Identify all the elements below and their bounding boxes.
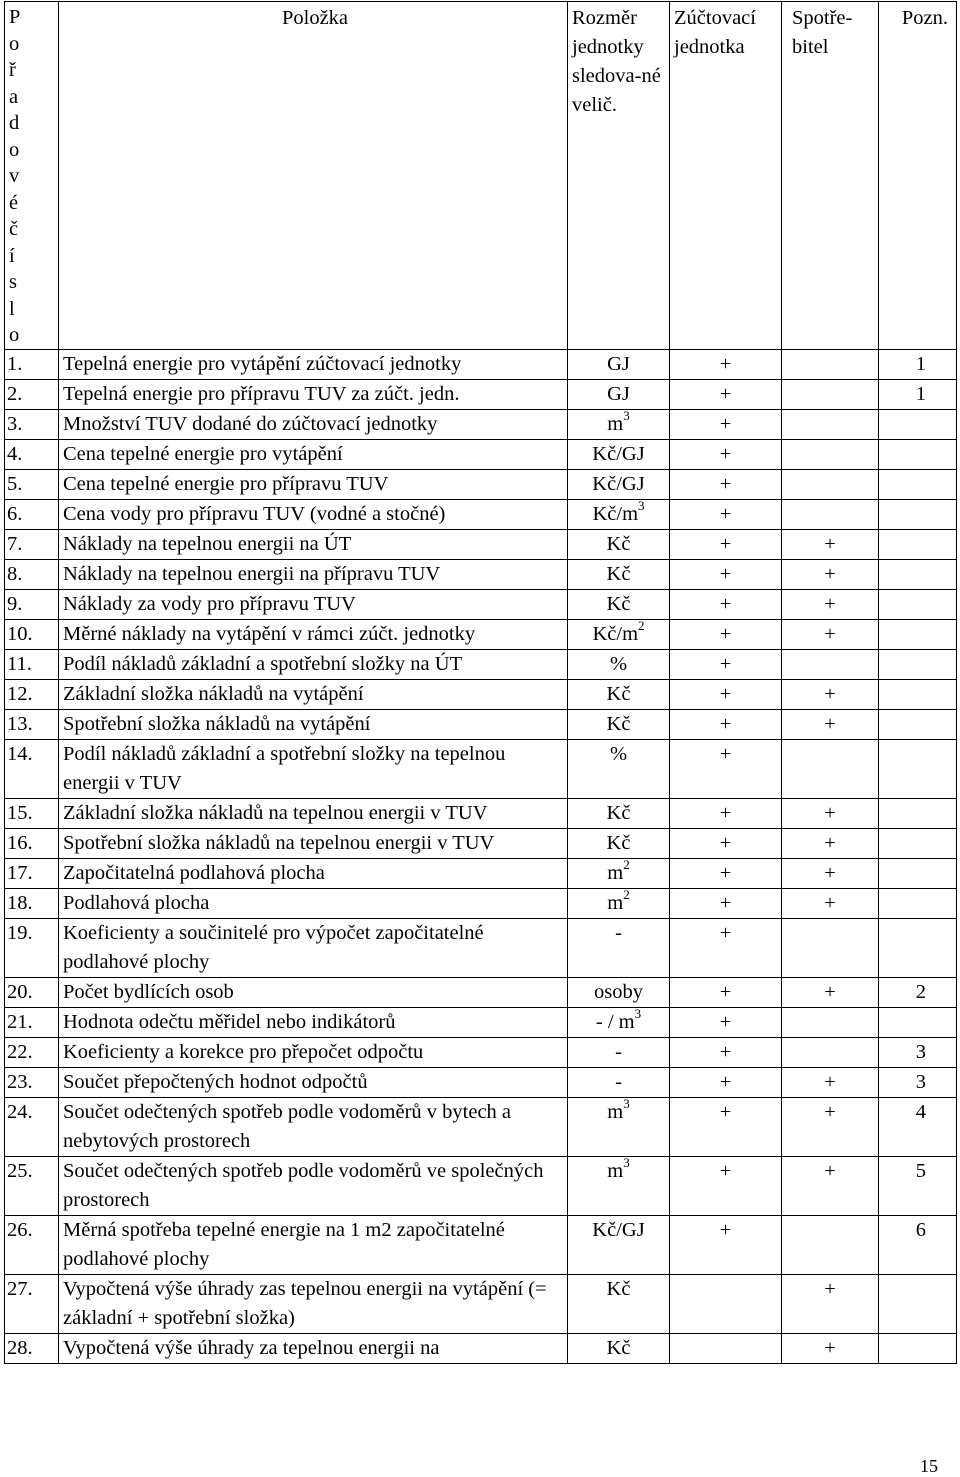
row-item: Vypočtená výše úhrady za tepelnou energii na <box>59 1333 568 1363</box>
row-dimension-value: - <box>615 1070 622 1093</box>
row-accounting-unit: + <box>670 379 782 409</box>
row-accounting-unit: + <box>670 589 782 619</box>
row-dimension-value: m <box>607 891 624 914</box>
row-number: 4. <box>5 439 59 469</box>
row-dimension <box>568 798 670 828</box>
table-row <box>5 679 957 709</box>
row-dimension <box>568 499 670 529</box>
header-accounting-unit: Zúčtovací jednotka <box>670 2 782 350</box>
header-order-letter: í <box>9 244 15 267</box>
row-dimension <box>568 469 670 499</box>
row-item: Podíl nákladů základní a spotřební složky na ÚT <box>59 649 568 679</box>
row-dimension-exponent: 3 <box>623 1095 630 1111</box>
row-dimension-value: Kč <box>606 532 631 555</box>
row-dimension <box>568 1067 670 1097</box>
table-row <box>5 1067 957 1097</box>
row-accounting-unit <box>670 1333 782 1363</box>
row-dimension <box>568 918 670 977</box>
row-consumer <box>782 918 879 977</box>
row-note: 1 <box>879 349 957 379</box>
table-row <box>5 828 957 858</box>
row-dimension <box>568 349 670 379</box>
row-number: 7. <box>5 529 59 559</box>
row-note <box>879 589 957 619</box>
row-consumer: + <box>782 858 879 888</box>
table-row <box>5 1007 957 1037</box>
row-number: 9. <box>5 589 59 619</box>
row-note <box>879 1333 957 1363</box>
row-item: Počet bydlících osob <box>59 977 568 1007</box>
table-row <box>5 589 957 619</box>
row-dimension <box>568 379 670 409</box>
row-number: 16. <box>5 828 59 858</box>
row-dimension-value: Kč/m <box>592 502 639 525</box>
row-number: 13. <box>5 709 59 739</box>
row-note <box>879 798 957 828</box>
table-row <box>5 739 957 798</box>
row-consumer: + <box>782 1067 879 1097</box>
table-row <box>5 559 957 589</box>
row-accounting-unit: + <box>670 1067 782 1097</box>
row-accounting-unit: + <box>670 977 782 1007</box>
row-dimension-value: GJ <box>607 352 630 375</box>
row-consumer: + <box>782 1097 879 1156</box>
header-consumer: Spotře-bitel <box>782 2 879 350</box>
row-note <box>879 559 957 589</box>
row-number: 10. <box>5 619 59 649</box>
header-order-letter: o <box>9 138 20 161</box>
row-note <box>879 499 957 529</box>
row-item: Měrné náklady na vytápění v rámci zúčt. jednotky <box>59 619 568 649</box>
row-item: Součet odečtených spotřeb podle vodoměrů v bytech a nebytových prostorech <box>59 1097 568 1156</box>
row-accounting-unit: + <box>670 529 782 559</box>
header-order-letter: l <box>9 297 15 320</box>
row-accounting-unit: + <box>670 1037 782 1067</box>
row-dimension <box>568 977 670 1007</box>
row-note <box>879 529 957 559</box>
row-consumer: + <box>782 1156 879 1215</box>
row-number: 27. <box>5 1274 59 1333</box>
row-accounting-unit: + <box>670 709 782 739</box>
row-dimension <box>568 529 670 559</box>
row-consumer: + <box>782 1333 879 1363</box>
row-accounting-unit: + <box>670 439 782 469</box>
row-dimension <box>568 649 670 679</box>
row-dimension-exponent: 3 <box>634 1005 642 1021</box>
row-number: 19. <box>5 918 59 977</box>
row-accounting-unit: + <box>670 888 782 918</box>
row-dimension-exponent: 2 <box>623 886 630 902</box>
row-number: 22. <box>5 1037 59 1067</box>
row-dimension <box>568 1215 670 1274</box>
header-order-letter: č <box>9 218 19 240</box>
row-dimension <box>568 559 670 589</box>
header-order-number <box>5 2 59 350</box>
row-consumer <box>782 439 879 469</box>
row-accounting-unit: + <box>670 858 782 888</box>
billing-items-table <box>4 1 957 1364</box>
table-row <box>5 1333 957 1363</box>
header-order-letter: v <box>9 165 20 187</box>
header-note: Pozn. <box>879 2 957 350</box>
row-accounting-unit: + <box>670 828 782 858</box>
row-accounting-unit: + <box>670 349 782 379</box>
table-row <box>5 709 957 739</box>
header-order-letter: o <box>9 324 20 346</box>
row-note: 4 <box>879 1097 957 1156</box>
row-accounting-unit: + <box>670 619 782 649</box>
row-number: 21. <box>5 1007 59 1037</box>
row-consumer <box>782 649 879 679</box>
row-consumer: + <box>782 589 879 619</box>
row-accounting-unit: + <box>670 1097 782 1156</box>
row-note: 6 <box>879 1215 957 1274</box>
row-note <box>879 679 957 709</box>
row-dimension-value: Kč <box>606 682 631 705</box>
row-number: 20. <box>5 977 59 1007</box>
row-dimension-value: Kč/GJ <box>592 442 645 465</box>
row-number: 28. <box>5 1333 59 1363</box>
row-item: Spotřební složka nákladů na vytápění <box>59 709 568 739</box>
header-order-letter: s <box>9 271 17 293</box>
row-dimension-exponent: 3 <box>623 1154 630 1170</box>
row-consumer <box>782 1215 879 1274</box>
row-dimension-value: Kč/GJ <box>592 1218 645 1241</box>
page-number: 15 <box>920 1456 938 1476</box>
row-dimension <box>568 1274 670 1333</box>
row-note <box>879 619 957 649</box>
row-consumer <box>782 379 879 409</box>
row-dimension <box>568 1037 670 1067</box>
row-dimension-value: m <box>607 412 624 435</box>
row-item: Tepelná energie pro přípravu TUV za zúčt. jedn. <box>59 379 568 409</box>
row-accounting-unit: + <box>670 409 782 439</box>
row-item: Hodnota odečtu měřidel nebo indikátorů <box>59 1007 568 1037</box>
row-dimension-value: - / m <box>595 1010 635 1033</box>
row-note <box>879 888 957 918</box>
row-dimension <box>568 709 670 739</box>
row-consumer: + <box>782 559 879 589</box>
row-dimension-value: Kč <box>606 592 631 615</box>
table-row <box>5 798 957 828</box>
row-note <box>879 918 957 977</box>
table-row <box>5 858 957 888</box>
row-consumer: + <box>782 679 879 709</box>
row-note <box>879 469 957 499</box>
row-accounting-unit: + <box>670 499 782 529</box>
row-note <box>879 858 957 888</box>
row-note: 1 <box>879 379 957 409</box>
row-dimension-value: Kč/GJ <box>592 472 645 495</box>
row-note: 5 <box>879 1156 957 1215</box>
row-accounting-unit: + <box>670 1156 782 1215</box>
header-order-letter: o <box>9 32 20 55</box>
row-consumer <box>782 409 879 439</box>
row-note <box>879 739 957 798</box>
header-order-letter: ř <box>9 59 16 81</box>
row-number: 23. <box>5 1067 59 1097</box>
table-row <box>5 1097 957 1156</box>
row-dimension-value: Kč <box>606 801 631 824</box>
row-consumer: + <box>782 977 879 1007</box>
table-row <box>5 379 957 409</box>
table-row <box>5 469 957 499</box>
row-dimension-value: % <box>609 652 628 675</box>
row-consumer: + <box>782 529 879 559</box>
row-dimension-exponent: 2 <box>623 856 630 872</box>
header-row <box>5 2 957 350</box>
row-consumer: + <box>782 709 879 739</box>
header-order-letter: é <box>9 191 19 214</box>
row-number: 26. <box>5 1215 59 1274</box>
row-dimension-value: - <box>615 1040 622 1063</box>
row-dimension-value: m <box>607 861 624 884</box>
row-dimension <box>568 828 670 858</box>
row-dimension <box>568 619 670 649</box>
row-dimension-value: Kč <box>606 562 631 585</box>
row-dimension <box>568 739 670 798</box>
row-dimension <box>568 888 670 918</box>
table-row <box>5 918 957 977</box>
row-item: Základní složka nákladů na vytápění <box>59 679 568 709</box>
row-item: Náklady na tepelnou energii na ÚT <box>59 529 568 559</box>
row-consumer <box>782 739 879 798</box>
row-dimension <box>568 439 670 469</box>
row-number: 2. <box>5 379 59 409</box>
row-consumer: + <box>782 1274 879 1333</box>
row-item: Cena tepelné energie pro vytápění <box>59 439 568 469</box>
row-item: Podíl nákladů základní a spotřební složky na tepelnou energii v TUV <box>59 739 568 798</box>
row-dimension <box>568 1156 670 1215</box>
row-accounting-unit: + <box>670 469 782 499</box>
row-item: Koeficienty a součinitelé pro výpočet započitatelné podlahové plochy <box>59 918 568 977</box>
row-item: Náklady na tepelnou energii na přípravu TUV <box>59 559 568 589</box>
row-number: 6. <box>5 499 59 529</box>
row-dimension <box>568 679 670 709</box>
row-consumer <box>782 499 879 529</box>
row-item: Součet přepočtených hodnot odpočtů <box>59 1067 568 1097</box>
row-number: 17. <box>5 858 59 888</box>
row-number: 1. <box>5 349 59 379</box>
row-number: 8. <box>5 559 59 589</box>
table-row <box>5 349 957 379</box>
row-consumer: + <box>782 888 879 918</box>
row-dimension <box>568 1333 670 1363</box>
row-note <box>879 409 957 439</box>
row-number: 15. <box>5 798 59 828</box>
row-dimension-value: Kč <box>606 1277 631 1300</box>
row-dimension-exponent: 2 <box>638 617 645 633</box>
header-order-letter: P <box>9 6 21 28</box>
table-row <box>5 1274 957 1333</box>
table-row <box>5 529 957 559</box>
row-dimension-value: Kč <box>606 712 631 735</box>
row-consumer <box>782 1037 879 1067</box>
row-note <box>879 1274 957 1333</box>
row-accounting-unit: + <box>670 1007 782 1037</box>
row-item: Množství TUV dodané do zúčtovací jednotky <box>59 409 568 439</box>
row-accounting-unit: + <box>670 559 782 589</box>
row-dimension-value: - <box>615 921 622 944</box>
row-note <box>879 649 957 679</box>
row-number: 12. <box>5 679 59 709</box>
row-number: 11. <box>5 649 59 679</box>
row-item: Spotřební složka nákladů na tepelnou energii v TUV <box>59 828 568 858</box>
row-item: Cena vody pro přípravu TUV (vodné a stočné) <box>59 499 568 529</box>
row-number: 24. <box>5 1097 59 1156</box>
row-dimension-value: % <box>609 742 628 765</box>
row-accounting-unit: + <box>670 679 782 709</box>
row-dimension-value: Kč <box>606 831 631 854</box>
row-consumer <box>782 349 879 379</box>
header-dimension: Rozměr jednotky sledova-né velič. <box>568 2 670 350</box>
row-dimension <box>568 858 670 888</box>
table-row <box>5 1156 957 1215</box>
row-dimension <box>568 1097 670 1156</box>
header-order-letter: a <box>9 85 19 108</box>
row-dimension-value: m <box>607 1100 624 1123</box>
row-item: Tepelná energie pro vytápění zúčtovací jednotky <box>59 349 568 379</box>
table-row <box>5 499 957 529</box>
row-number: 25. <box>5 1156 59 1215</box>
table-row <box>5 1215 957 1274</box>
row-dimension-value: m <box>607 1159 624 1182</box>
row-item: Měrná spotřeba tepelné energie na 1 m2 započitatelné podlahové plochy <box>59 1215 568 1274</box>
row-note: 2 <box>879 977 957 1007</box>
row-note <box>879 709 957 739</box>
row-consumer: + <box>782 798 879 828</box>
row-number: 14. <box>5 739 59 798</box>
row-number: 18. <box>5 888 59 918</box>
row-item: Započitatelná podlahová plocha <box>59 858 568 888</box>
row-item: Součet odečtených spotřeb podle vodoměrů ve společných prostorech <box>59 1156 568 1215</box>
row-accounting-unit: + <box>670 798 782 828</box>
table-row <box>5 1037 957 1067</box>
row-accounting-unit: + <box>670 1215 782 1274</box>
table-row <box>5 619 957 649</box>
row-dimension <box>568 1007 670 1037</box>
table-row <box>5 409 957 439</box>
table-row <box>5 888 957 918</box>
row-item: Náklady za vody pro přípravu TUV <box>59 589 568 619</box>
row-dimension-exponent: 3 <box>623 407 630 423</box>
row-number: 5. <box>5 469 59 499</box>
row-dimension <box>568 409 670 439</box>
row-dimension-value: Kč/m <box>592 622 639 645</box>
table-row <box>5 649 957 679</box>
row-accounting-unit: + <box>670 649 782 679</box>
row-accounting-unit: + <box>670 918 782 977</box>
row-note: 3 <box>879 1037 957 1067</box>
row-consumer <box>782 1007 879 1037</box>
row-dimension-value: GJ <box>607 382 630 405</box>
row-item: Podlahová plocha <box>59 888 568 918</box>
row-item: Základní složka nákladů na tepelnou energii v TUV <box>59 798 568 828</box>
row-consumer <box>782 469 879 499</box>
row-number: 3. <box>5 409 59 439</box>
row-dimension-exponent: 3 <box>638 497 645 513</box>
row-accounting-unit <box>670 1274 782 1333</box>
header-item: Položka <box>59 2 568 350</box>
row-consumer: + <box>782 619 879 649</box>
row-dimension-value: osoby <box>594 980 643 1003</box>
row-item: Cena tepelné energie pro přípravu TUV <box>59 469 568 499</box>
row-item: Vypočtená výše úhrady zas tepelnou energii na vytápění (= základní + spotřební složka) <box>59 1274 568 1333</box>
table-row <box>5 439 957 469</box>
row-note: 3 <box>879 1067 957 1097</box>
row-item: Koeficienty a korekce pro přepočet odpočtu <box>59 1037 568 1067</box>
row-note <box>879 828 957 858</box>
row-consumer: + <box>782 828 879 858</box>
row-dimension-value: Kč <box>606 1336 631 1359</box>
row-dimension <box>568 589 670 619</box>
row-note <box>879 1007 957 1037</box>
table-row <box>5 977 957 1007</box>
row-accounting-unit: + <box>670 739 782 798</box>
row-note <box>879 439 957 469</box>
header-order-letter: d <box>9 112 20 134</box>
